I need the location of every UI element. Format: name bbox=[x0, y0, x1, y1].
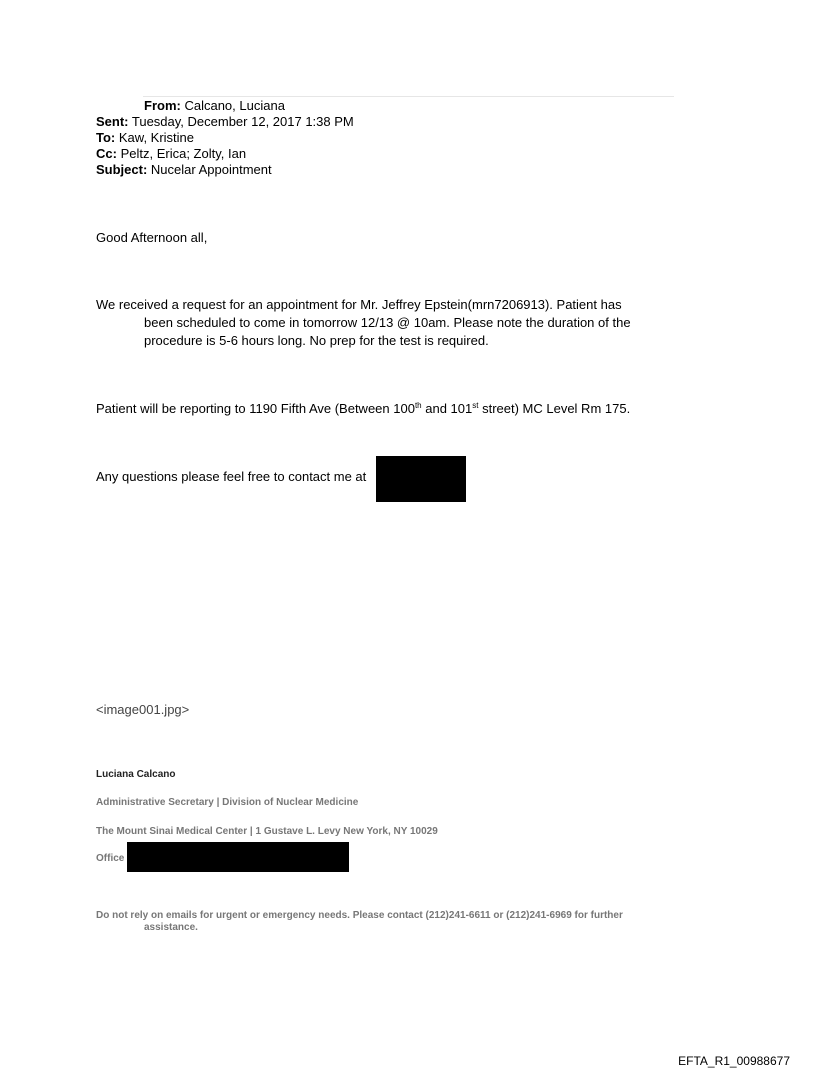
to-line bbox=[96, 130, 354, 146]
subject-label: Subject: bbox=[96, 162, 148, 177]
signature-address: The Mount Sinai Medical Center | 1 Gustave L. Levy New York, NY 10029 bbox=[96, 826, 438, 837]
email-header bbox=[96, 98, 354, 178]
to-value: Kaw, Kristine bbox=[118, 130, 195, 145]
sent-label: Sent: bbox=[96, 114, 129, 129]
signature-office-label: Office bbox=[96, 853, 125, 864]
redaction-box-phone bbox=[376, 456, 466, 502]
from-label: From: bbox=[144, 98, 181, 113]
greeting: Good Afternoon all, bbox=[96, 230, 208, 245]
image-attachment-reference: <image001.jpg> bbox=[96, 702, 190, 717]
location-paragraph bbox=[96, 400, 630, 418]
location-sup-st: st bbox=[472, 401, 479, 410]
location-text-a: Patient will be reporting to 1190 Fifth Ave (Between 100 bbox=[96, 401, 415, 416]
subject-value: Nucelar Appointment bbox=[150, 162, 272, 177]
subject-line bbox=[96, 162, 354, 178]
notice-line1: Do not rely on emails for urgent or emergency needs. Please contact (212)241-6611 or (212)241-6969 for further bbox=[96, 910, 623, 921]
sent-value: Tuesday, December 12, 2017 1:38 PM bbox=[131, 114, 354, 129]
notice-line2: assistance. bbox=[144, 922, 198, 933]
para1-line1: We received a request for an appointment for Mr. Jeffrey Epstein(mrn7206913). Patient has bbox=[96, 297, 622, 312]
location-sup-th: th bbox=[414, 401, 422, 410]
from-value: Calcano, Luciana bbox=[184, 98, 285, 113]
appointment-paragraph bbox=[96, 296, 676, 350]
sent-line bbox=[96, 114, 354, 130]
emergency-notice bbox=[96, 910, 623, 934]
location-text-b: and 101 bbox=[421, 401, 473, 416]
signature-title: Administrative Secretary | Division of Nuclear Medicine bbox=[96, 797, 359, 808]
cc-label: Cc: bbox=[96, 146, 117, 161]
document-id: EFTA_R1_00988677 bbox=[678, 1054, 790, 1068]
signature-name: Luciana Calcano bbox=[96, 769, 176, 780]
header-divider bbox=[143, 96, 674, 97]
contact-line: Any questions please feel free to contact me at bbox=[96, 469, 367, 484]
redaction-box-office bbox=[127, 842, 349, 872]
from-line bbox=[96, 98, 354, 114]
to-label: To: bbox=[96, 130, 116, 145]
cc-line bbox=[96, 146, 354, 162]
cc-value: Peltz, Erica; Zolty, Ian bbox=[120, 146, 247, 161]
para1-line2: been scheduled to come in tomorrow 12/13 @ 10am. Please note the duration of the bbox=[144, 315, 631, 330]
para1-line3: procedure is 5-6 hours long. No prep for the test is required. bbox=[144, 333, 489, 348]
location-text-c: street) MC Level Rm 175. bbox=[478, 401, 631, 416]
